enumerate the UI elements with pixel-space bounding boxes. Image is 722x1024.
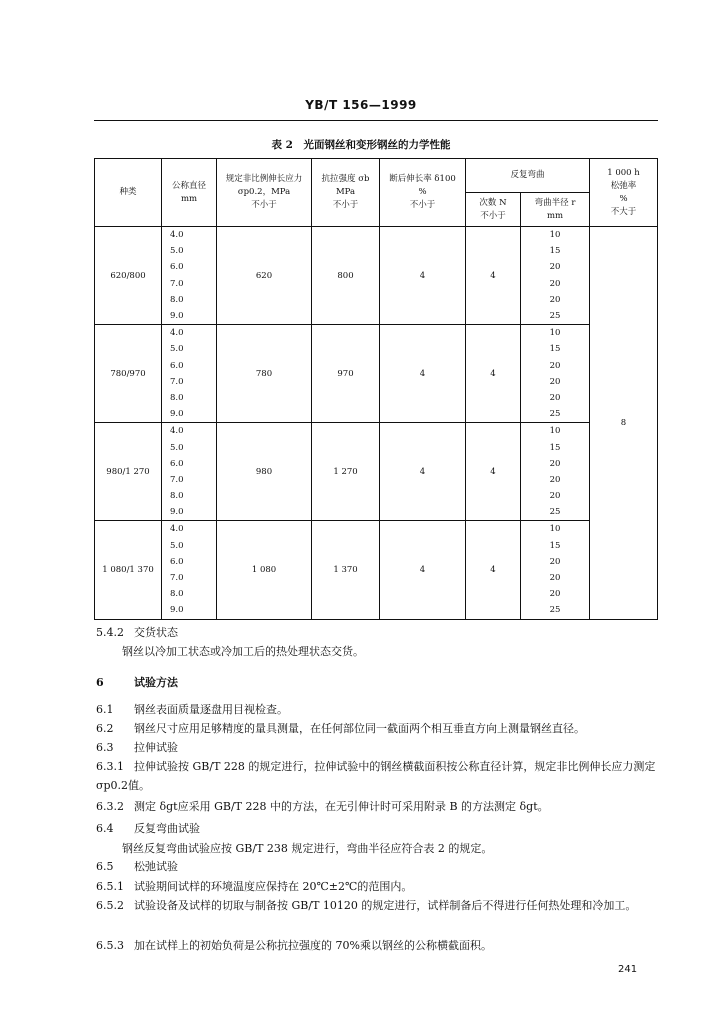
cell-proof: 620 [217,227,312,325]
section-6-heading [96,674,178,691]
cell-grade: 620/800 [95,227,162,325]
header-diameter [162,159,217,227]
header-diameter-l1: 公称直径 [171,180,206,191]
cell-diameter: 6.0 [162,456,217,472]
cell-bend-radius: 20 [521,570,590,586]
table-row [95,423,658,440]
cell-diameter: 8.0 [162,586,217,602]
cell-diameter: 6.0 [162,358,217,374]
cell-bend-radius: 20 [521,586,590,602]
section-6-5-3 [96,937,492,954]
cell-bend-radius: 20 [521,374,590,390]
cell-diameter: 4.0 [162,423,217,440]
cell-diameter: 7.0 [162,472,217,488]
cell-bend-times: 4 [466,227,521,325]
header-elong-l1: 断后伸长率 δ100 [389,174,456,184]
cell-proof: 1 080 [217,521,312,619]
cell-bend-radius: 25 [521,308,590,325]
header-relax-l2: 松弛率 [610,180,637,191]
cell-diameter: 7.0 [162,374,217,390]
section-text: 钢丝尺寸应用足够精度的量具测量，在任何部位同一截面两个相互垂直方向上测量钢丝直径。 [134,722,585,735]
section-5-4-2-heading [96,624,178,641]
cell-diameter: 5.0 [162,341,217,357]
cell-elongation: 4 [380,227,466,325]
section-number: 5.4.2 [96,626,124,639]
cell-diameter: 8.0 [162,292,217,308]
table-row [95,325,658,342]
header-relax-l1: 1 000 h [607,167,640,178]
section-number: 6 [96,676,104,689]
cell-grade: 1 080/1 370 [95,521,162,619]
header-tensile-l3: 不小于 [332,200,359,210]
header-elong-l2: % [418,187,427,197]
cell-proof: 980 [217,423,312,521]
cell-bend-radius: 20 [521,488,590,504]
cell-bend-radius: 20 [521,259,590,275]
cell-tensile: 970 [312,325,380,423]
header-elong-l3: 不小于 [409,200,436,210]
header-relaxation [590,159,658,227]
table-caption: 表 2 光面钢丝和变形钢丝的力学性能 [271,139,451,151]
section-number: 6.3.1 [96,760,124,773]
section-6-4-text: 钢丝反复弯曲试验应按 GB/T 238 规定进行，弯曲半径应符合表 2 的规定。 [122,842,493,855]
cell-bend-times: 4 [466,423,521,521]
header-tensile-l2: MPa [335,187,356,197]
cell-diameter: 9.0 [162,602,217,619]
cell-diameter: 8.0 [162,488,217,504]
page-number: 241 [618,964,638,975]
section-text: 试验设备及试样的切取与制备按 GB/T 10120 的规定进行，试样制备后不得进行任何热处理和冷加工。 [134,899,637,912]
header-bend-times-l2: 不小于 [480,210,506,221]
section-6-3-heading [96,739,178,756]
section-6-5-1 [96,878,412,895]
header-bend-times [466,193,521,227]
section-6-2 [96,720,585,737]
cell-bend-times: 4 [466,325,521,423]
cell-diameter: 5.0 [162,439,217,455]
cell-bend-radius: 10 [521,325,590,342]
cell-diameter: 6.0 [162,554,217,570]
cell-diameter: 4.0 [162,325,217,342]
mechanical-properties-table [94,158,658,620]
cell-elongation: 4 [380,423,466,521]
section-6-3-1 [96,757,660,795]
section-text: 钢丝表面质量逐盘用目视检查。 [134,703,288,716]
cell-bend-radius: 25 [521,504,590,521]
cell-elongation: 4 [380,325,466,423]
cell-grade: 780/970 [95,325,162,423]
section-number: 6.5.2 [96,899,124,912]
cell-bend-radius: 20 [521,292,590,308]
section-6-5-2 [96,896,660,915]
header-rule [94,120,658,121]
section-5-4-2-text: 钢丝以冷加工状态或冷加工后的热处理状态交货。 [122,645,364,658]
table-row [95,227,658,244]
section-number: 6.4 [96,822,114,835]
cell-bend-radius: 10 [521,521,590,538]
cell-diameter: 5.0 [162,538,217,554]
header-grade: 种类 [95,159,162,227]
cell-tensile: 800 [312,227,380,325]
section-6-5-heading [96,858,178,875]
header-relax-l3: % [619,193,628,204]
header-tensile [312,159,380,227]
section-number: 6.2 [96,722,114,735]
section-number: 6.3 [96,741,114,754]
section-title: 试验方法 [134,676,178,689]
cell-bend-radius: 15 [521,538,590,554]
section-title: 反复弯曲试验 [134,822,200,835]
header-proof-l2: σp0.2，MPa [237,187,291,197]
header-bend-radius-l2: mm [546,210,564,221]
header-bend-radius-l1: 弯曲半径 r [534,197,576,208]
section-text: 试验期间试样的环境温度应保持在 20℃±2℃的范围内。 [134,880,413,893]
cell-diameter: 4.0 [162,227,217,244]
section-number: 6.5.1 [96,880,124,893]
cell-bend-radius: 10 [521,227,590,244]
cell-bend-radius: 15 [521,243,590,259]
section-title: 松弛试验 [134,860,178,873]
cell-tensile: 1 270 [312,423,380,521]
header-proof-l3: 不小于 [251,200,277,210]
cell-diameter: 9.0 [162,308,217,325]
section-title: 交货状态 [134,626,178,639]
cell-relaxation: 8 [590,227,658,620]
cell-bend-times: 4 [466,521,521,619]
header-bend: 反复弯曲 [466,159,590,193]
header-bend-radius [521,193,590,227]
cell-bend-radius: 20 [521,358,590,374]
section-6-3-2 [96,798,549,815]
cell-diameter: 8.0 [162,390,217,406]
header-bend-times-l1: 次数 N [479,197,507,208]
section-number: 6.5 [96,860,114,873]
cell-bend-radius: 15 [521,341,590,357]
section-6-1 [96,701,288,718]
cell-elongation: 4 [380,521,466,619]
cell-bend-radius: 25 [521,602,590,619]
cell-diameter: 4.0 [162,521,217,538]
cell-bend-radius: 20 [521,456,590,472]
header-proof-stress [217,159,312,227]
cell-bend-radius: 20 [521,472,590,488]
cell-tensile: 1 370 [312,521,380,619]
page-header: YB/T 156—1999 [305,98,417,112]
header-elongation [380,159,466,227]
section-text: 加在试样上的初始负荷是公称抗拉强度的 70%乘以钢丝的公称横截面积。 [134,939,492,952]
cell-diameter: 6.0 [162,259,217,275]
table-row [95,521,658,538]
cell-diameter: 5.0 [162,243,217,259]
section-text: 测定 δgt应采用 GB/T 228 中的方法，在无引伸计时可采用附录 B 的方法测定 δgt。 [134,800,549,813]
section-6-4-heading [96,820,200,837]
cell-bend-radius: 15 [521,439,590,455]
header-tensile-l1: 抗拉强度 σb [321,174,370,184]
section-title: 拉伸试验 [134,741,178,754]
cell-diameter: 9.0 [162,406,217,423]
cell-diameter: 7.0 [162,276,217,292]
header-proof-l1: 规定非比例伸长应力 [225,174,303,184]
cell-diameter: 9.0 [162,504,217,521]
section-number: 6.1 [96,703,114,716]
cell-bend-radius: 25 [521,406,590,423]
cell-grade: 980/1 270 [95,423,162,521]
cell-diameter: 7.0 [162,570,217,586]
header-relax-l4: 不大于 [610,206,637,217]
section-text: 拉伸试验按 GB/T 228 的规定进行，拉伸试验中的钢丝横截面积按公称直径计算，规定非比例伸长应力测定 σp0.2值。 [96,760,656,792]
cell-bend-radius: 20 [521,390,590,406]
cell-bend-radius: 20 [521,276,590,292]
cell-bend-radius: 10 [521,423,590,440]
header-diameter-l2: mm [180,193,198,204]
cell-proof: 780 [217,325,312,423]
section-number: 6.5.3 [96,939,124,952]
cell-bend-radius: 20 [521,554,590,570]
section-number: 6.3.2 [96,800,124,813]
